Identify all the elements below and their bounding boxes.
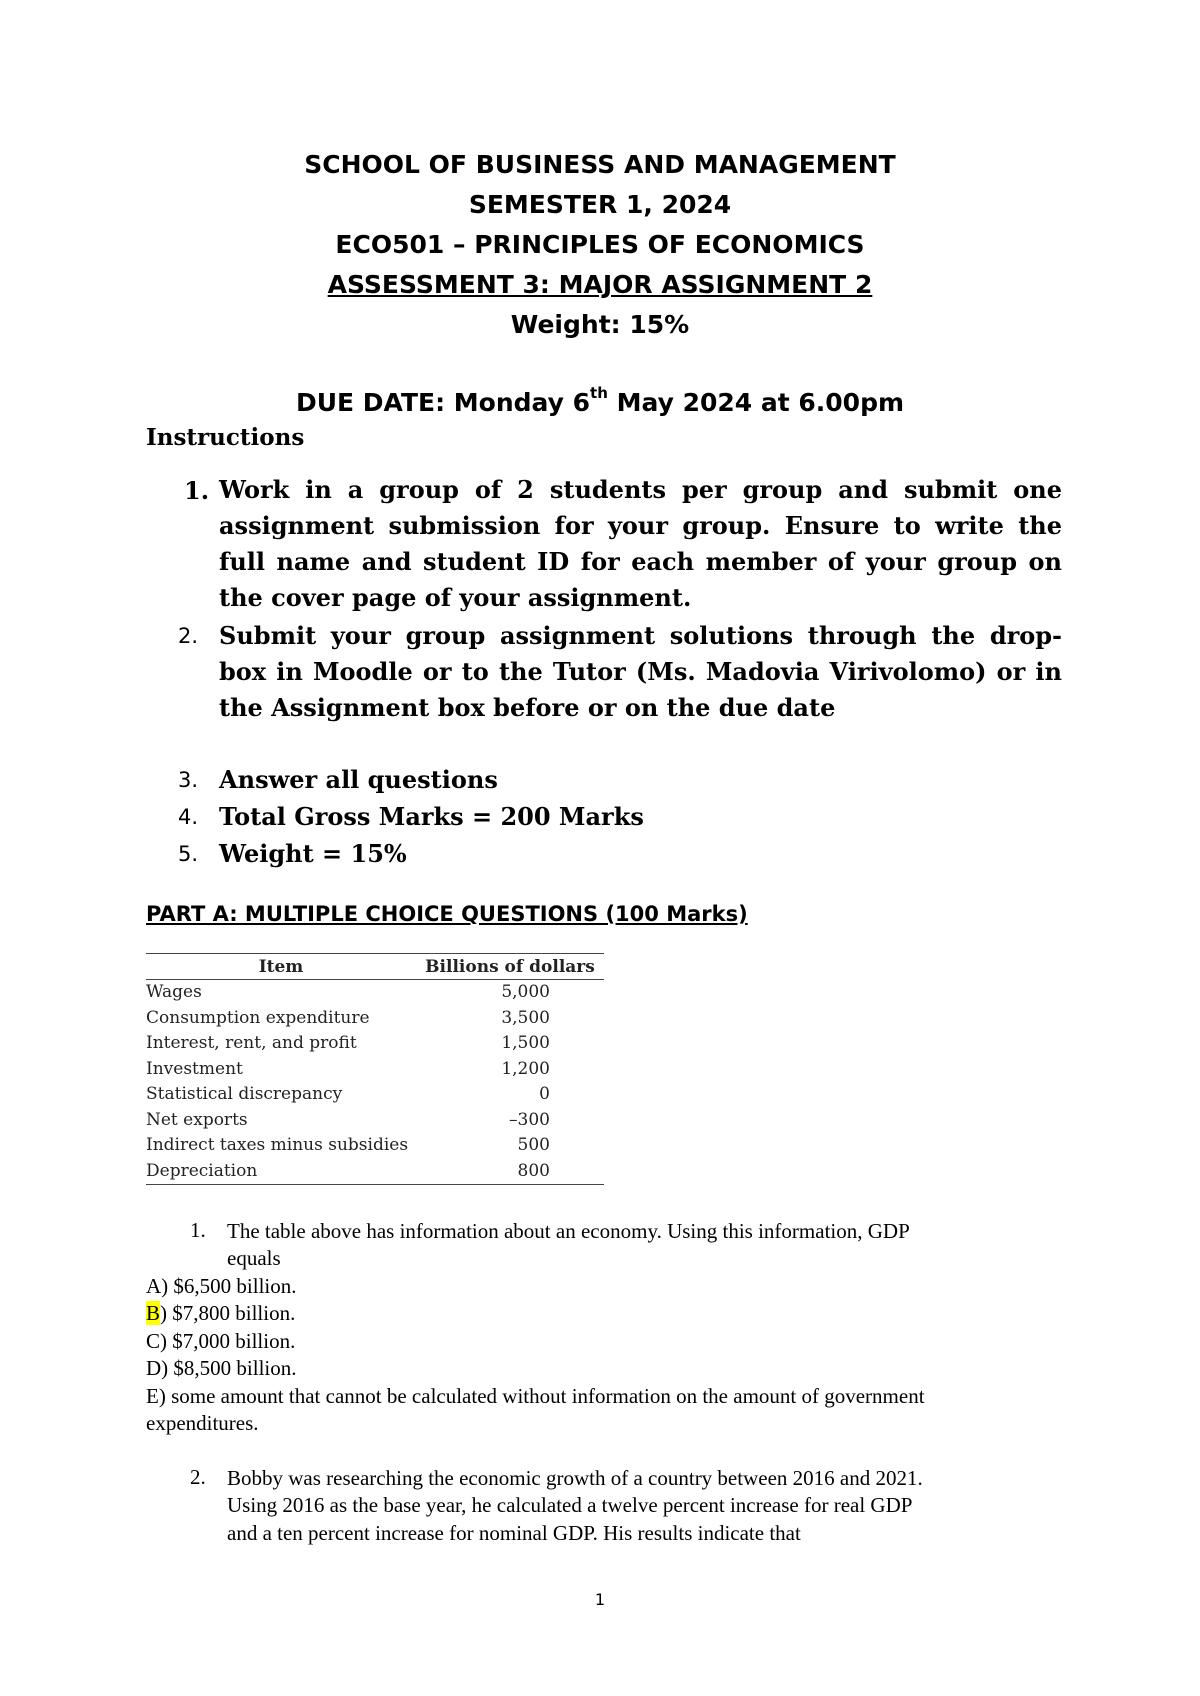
instruction-item: Submit your group assignment solutions through the drop-box in Moodle or to the Tutor (Ms. Madovia Virivolomo) or in the Assignment box before or on the due date [219, 621, 1062, 722]
option-b [146, 1300, 295, 1328]
option-b-letter: B [146, 1301, 161, 1325]
due-date-sup: th [590, 384, 608, 402]
table-cell-value: 1,200 [501, 1058, 550, 1079]
table-cell-item: Wages [146, 982, 202, 1002]
option-b-text: ) $7,800 billion. [160, 1301, 296, 1325]
weight-title: Weight: 15% [510, 310, 690, 339]
table-cell-value: –300 [509, 1109, 550, 1130]
instruction-number: 4. [178, 805, 199, 829]
instruction-item: Total Gross Marks = 200 Marks [219, 802, 644, 831]
assessment-title [0, 270, 1200, 300]
table-cell-value: 5,000 [501, 982, 550, 1002]
economy-data-table [146, 953, 604, 1185]
option-e-cont: expenditures. [146, 1411, 259, 1435]
due-date-prefix: DUE DATE: Monday 6 [295, 388, 591, 417]
table-cell-value: 800 [517, 1160, 550, 1181]
table-row [146, 1057, 604, 1083]
table-header-item: Item [258, 957, 304, 977]
table-header-row [146, 954, 604, 980]
table-row [146, 1133, 604, 1159]
option-a: A) $6,500 billion. [146, 1274, 297, 1298]
table-row [146, 1159, 604, 1185]
option-d: D) $8,500 billion. [146, 1356, 297, 1380]
table-cell-item: Consumption expenditure [146, 1007, 370, 1028]
table-cell-item: Net exports [146, 1109, 248, 1130]
table-header-value: Billions of dollars [425, 957, 595, 977]
instruction-item: Work in a group of 2 students per group and submit one assignment submission for your group. Ensure to write the full name and student ID for each member of your group on the cover page of your assignment. [219, 475, 1062, 612]
question-stem-cont: Using 2016 as the base year, he calculated a twelve percent increase for real GDP [227, 1493, 913, 1517]
instruction-item: Weight = 15% [219, 839, 407, 868]
due-date-suffix: May 2024 at 6.00pm [607, 388, 905, 417]
table-cell-item: Investment [146, 1058, 243, 1079]
table-cell-value: 3,500 [501, 1007, 550, 1028]
question-stem: The table above has information about an economy. Using this information, GDP [227, 1219, 910, 1243]
table-cell-value: 1,500 [501, 1033, 550, 1053]
question-number: 1. [190, 1218, 206, 1242]
table-row [146, 1108, 604, 1134]
question-stem-cont: equals [227, 1246, 281, 1270]
question-stem-cont: and a ten percent increase for nominal GDP. His results indicate that [227, 1521, 801, 1545]
school-title: SCHOOL OF BUSINESS AND MANAGEMENT [304, 150, 896, 179]
instruction-number: 2. [178, 624, 199, 648]
instruction-number: 1. [184, 476, 210, 505]
assessment-title-text: ASSESSMENT 3: MAJOR ASSIGNMENT 2 [327, 270, 873, 299]
table-row [146, 1082, 604, 1108]
table-cell-item: Depreciation [146, 1160, 258, 1181]
table-row [146, 1031, 604, 1057]
semester-title: SEMESTER 1, 2024 [468, 190, 732, 219]
question-stem: Bobby was researching the economic growth of a country between 2016 and 2021. [227, 1466, 923, 1490]
table-cell-item: Interest, rent, and profit [146, 1033, 357, 1053]
instructions-heading: Instructions [146, 424, 305, 451]
table-row [146, 1006, 604, 1032]
instruction-number: 5. [178, 842, 199, 866]
page-number: 1 [594, 1590, 606, 1609]
table-cell-item: Indirect taxes minus subsidies [146, 1135, 409, 1155]
table-cell-value: 500 [517, 1135, 550, 1155]
instruction-item: Answer all questions [219, 765, 498, 794]
part-a-heading: PART A: MULTIPLE CHOICE QUESTIONS (100 Marks) [146, 902, 748, 926]
question-number: 2. [190, 1465, 206, 1489]
option-c: C) $7,000 billion. [146, 1329, 296, 1353]
table-cell-item: Statistical discrepancy [146, 1084, 343, 1104]
table-cell-value: 0 [539, 1084, 550, 1104]
option-e: E) some amount that cannot be calculated without information on the amount of government [146, 1384, 925, 1408]
instruction-number: 3. [178, 768, 199, 792]
course-title: ECO501 – PRINCIPLES OF ECONOMICS [335, 230, 865, 259]
table-row [146, 980, 604, 1006]
due-date [0, 384, 1200, 418]
